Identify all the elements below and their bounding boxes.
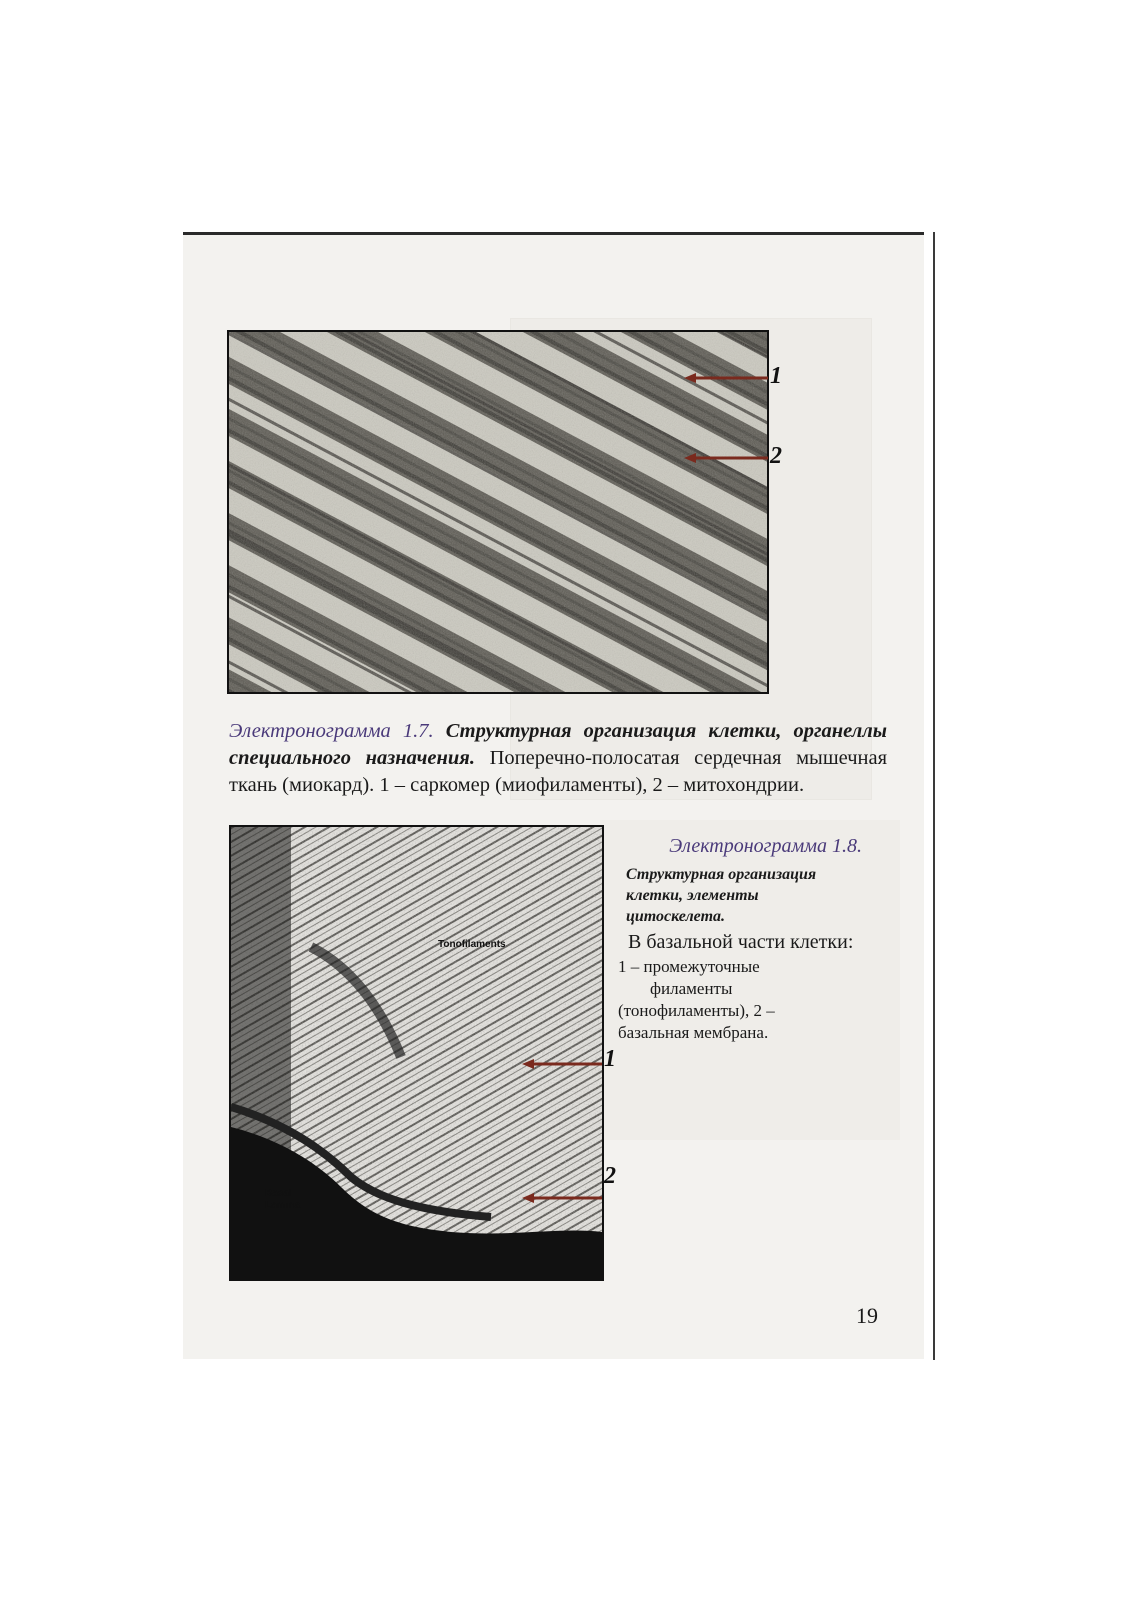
basal-lamina-label (265, 1188, 300, 1212)
micrograph-tonofilaments (229, 825, 604, 1281)
figure-2-caption (612, 835, 882, 1044)
legend-line-3: (тонофиламенты), 2 – (618, 1001, 775, 1020)
basal-label-line-1: Basal (265, 1188, 292, 1199)
tonofilaments-label: Tonofilaments (438, 939, 506, 950)
legend-line-4: базальная мембрана. (618, 1023, 769, 1042)
figure-1-caption-text: Поперечно-полосатая сердечная мышечная ткань (миокард). 1 – саркомер (миофиламенты), 2 – митохондрии. (229, 747, 887, 796)
figure-1-caption-title: Электронограмма 1.7. (229, 720, 434, 742)
basal-label-line-2: Lamina (265, 1200, 301, 1211)
page-edge-line (933, 232, 935, 1360)
figure-2-basal-heading: В базальной части клетки: (628, 931, 854, 953)
arrow-marker-1 (680, 372, 780, 472)
figure-2-legend (618, 956, 882, 1044)
legend-line-1: 1 – промежуточные (618, 957, 760, 976)
marker-2-label: 2 (770, 443, 782, 469)
marker-1-label: 1 (770, 363, 782, 389)
fig2-marker-2-label: 2 (604, 1163, 616, 1189)
figure-2-caption-bold (626, 864, 882, 927)
figure-1-caption-bold: Структурная организация клетки, органеллы специального назначения. (229, 720, 888, 769)
legend-line-2: филаменты (650, 979, 733, 998)
page-number: 19 (856, 1303, 878, 1328)
fig2-marker-1-label: 1 (604, 1046, 616, 1072)
figure-1-caption (229, 718, 887, 799)
caption-bold-line-2: клетки, элементы (626, 887, 759, 904)
arrow-marker-fig2 (518, 1060, 618, 1210)
caption-bold-line-1: Структурная организация (626, 866, 817, 883)
figure-2-caption-title: Электронограмма 1.8. (669, 835, 862, 857)
caption-bold-line-3: цитоскелета. (626, 908, 726, 925)
